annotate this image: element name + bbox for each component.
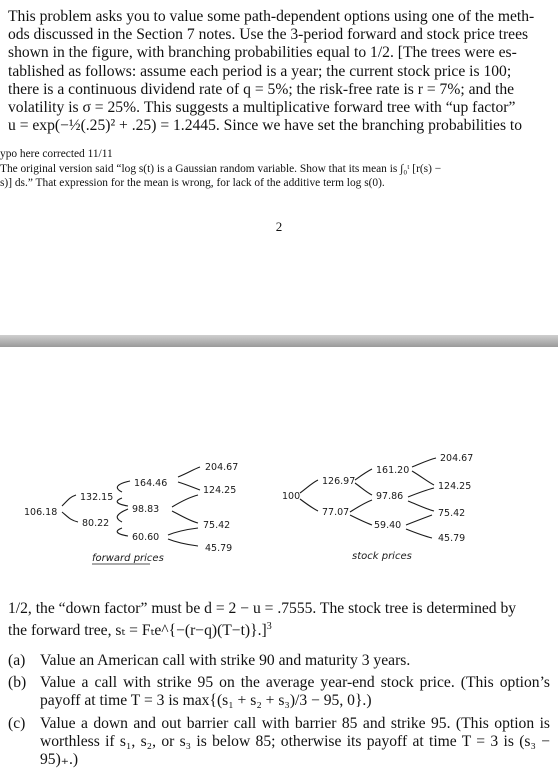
footnote-line: The original version said “log s(t) is a Gaussian random variable. Show that its mean is ∫₀ᵗ [r(s) − bbox=[0, 162, 442, 175]
footnote-line: s)] ds.” That expression for the mean is wrong, for lack of the additive term log s(0). bbox=[0, 177, 385, 189]
forward-root-value: 106.18 bbox=[24, 507, 58, 518]
forward-node-value: 45.79 bbox=[205, 543, 233, 554]
branch-line bbox=[355, 469, 372, 480]
branch-line bbox=[62, 495, 76, 506]
intro-line: u = exp(−½(.25)² + .25) = 1.2445. Since we have set the branching probabilities to bbox=[8, 117, 523, 135]
branch-line bbox=[350, 500, 372, 512]
stock-root-value: 100 bbox=[282, 491, 301, 502]
branch-line bbox=[412, 471, 434, 485]
stock-tree-branches bbox=[300, 458, 436, 538]
branch-line bbox=[117, 481, 130, 492]
page-number: 2 bbox=[275, 219, 283, 234]
question-label: (a) bbox=[8, 652, 26, 669]
question-item bbox=[8, 715, 550, 770]
intro-paragraph bbox=[8, 8, 550, 135]
question-item bbox=[8, 652, 550, 670]
question-label: (c) bbox=[8, 714, 26, 732]
continuation-line bbox=[8, 618, 550, 640]
stock-node-value: 97.86 bbox=[376, 491, 404, 502]
branch-line bbox=[412, 458, 436, 467]
branch-line bbox=[172, 495, 198, 507]
footnote bbox=[0, 147, 555, 191]
branch-line bbox=[300, 499, 318, 511]
stock-node-value: 45.79 bbox=[438, 533, 466, 544]
forward-node-value: 204.67 bbox=[205, 462, 239, 473]
branch-line bbox=[408, 488, 434, 497]
question-text: Value a down and out barrier call with barrier 85 and strike 95. (This option is worthless if s₁, s₂, or s₃ is below 85; otherwise its payoff at time T = 3 is (s₃ − 95)₊.) bbox=[40, 714, 550, 769]
branch-line bbox=[172, 511, 198, 523]
stock-node-value: 161.20 bbox=[376, 465, 410, 476]
footnote-marker: 3 bbox=[266, 621, 272, 633]
branch-line bbox=[178, 467, 200, 477]
branch-line bbox=[168, 528, 198, 535]
forward-node-value: 98.83 bbox=[132, 504, 160, 515]
branch-line bbox=[117, 528, 128, 536]
forward-node-value: 124.25 bbox=[203, 485, 237, 496]
forward-node-value: 132.15 bbox=[80, 492, 114, 503]
forward-tree-branches bbox=[62, 467, 200, 546]
stock-node-value: 124.25 bbox=[438, 481, 472, 492]
branch-line bbox=[350, 515, 372, 525]
continuation-text: the forward tree, sₜ = Fₜe^{−(r−q)(T−t)}.] bbox=[8, 622, 267, 640]
stock-tree-caption: stock prices bbox=[352, 551, 412, 562]
question-label: (b) bbox=[8, 674, 27, 692]
intro-line: tablished as follows: assume each period is a year; the current stock price is 100; bbox=[8, 62, 512, 80]
stock-node-value: 75.42 bbox=[438, 508, 466, 519]
forward-node-value: 60.60 bbox=[132, 532, 160, 543]
branch-line bbox=[168, 539, 198, 546]
branch-line bbox=[117, 498, 128, 506]
question-text: Value a call with strike 95 on the average year-end stock price. (This option’s payoff at time T = 3 is max{(s₁ + s₂ + s₃)/3 − 95, 0}.) bbox=[40, 674, 550, 710]
stock-node-value: 77.07 bbox=[322, 507, 350, 518]
forward-tree-caption: forward prices bbox=[92, 553, 164, 564]
forward-node-value: 80.22 bbox=[82, 518, 110, 529]
stock-node-value: 204.67 bbox=[440, 453, 474, 464]
intro-line: there is a continuous dividend rate of q = 5%; the risk-free rate is r = 7%; and the bbox=[8, 80, 515, 98]
question-item bbox=[8, 674, 550, 710]
branch-line bbox=[300, 480, 318, 493]
intro-line: This problem asks you to value some path-dependent options using one of the meth- bbox=[8, 8, 535, 25]
price-trees-figure bbox=[0, 455, 558, 595]
branch-line bbox=[408, 501, 434, 511]
continuation-paragraph bbox=[8, 600, 550, 641]
continuation-line: 1/2, the “down factor” must be d = 2 − u = .7555. The stock tree is determined by bbox=[8, 600, 517, 617]
intro-line: volatility is σ = 25%. This suggests a multiplicative forward tree with “up factor” bbox=[8, 99, 516, 117]
branch-line bbox=[62, 512, 78, 522]
forward-node-value: 164.46 bbox=[134, 478, 168, 489]
forward-node-value: 75.42 bbox=[203, 520, 231, 531]
branch-line bbox=[117, 509, 128, 522]
intro-line: shown in the figure, with branching probabilities equal to 1/2. [The trees were es- bbox=[8, 44, 517, 62]
question-list bbox=[8, 652, 550, 773]
intro-line: ods discussed in the Section 7 notes. Use the 3-period forward and stock price trees bbox=[8, 26, 529, 44]
branch-line bbox=[406, 529, 432, 538]
branch-line bbox=[406, 515, 432, 525]
footnote-line: ypo here corrected 11/11 bbox=[0, 148, 113, 160]
stock-node-value: 59.40 bbox=[374, 520, 402, 531]
branch-line bbox=[355, 483, 372, 495]
question-text: Value an American call with strike 90 and maturity 3 years. bbox=[40, 652, 411, 669]
stock-node-value: 126.97 bbox=[322, 476, 356, 487]
branch-line bbox=[178, 482, 200, 490]
page-gap bbox=[0, 335, 558, 347]
